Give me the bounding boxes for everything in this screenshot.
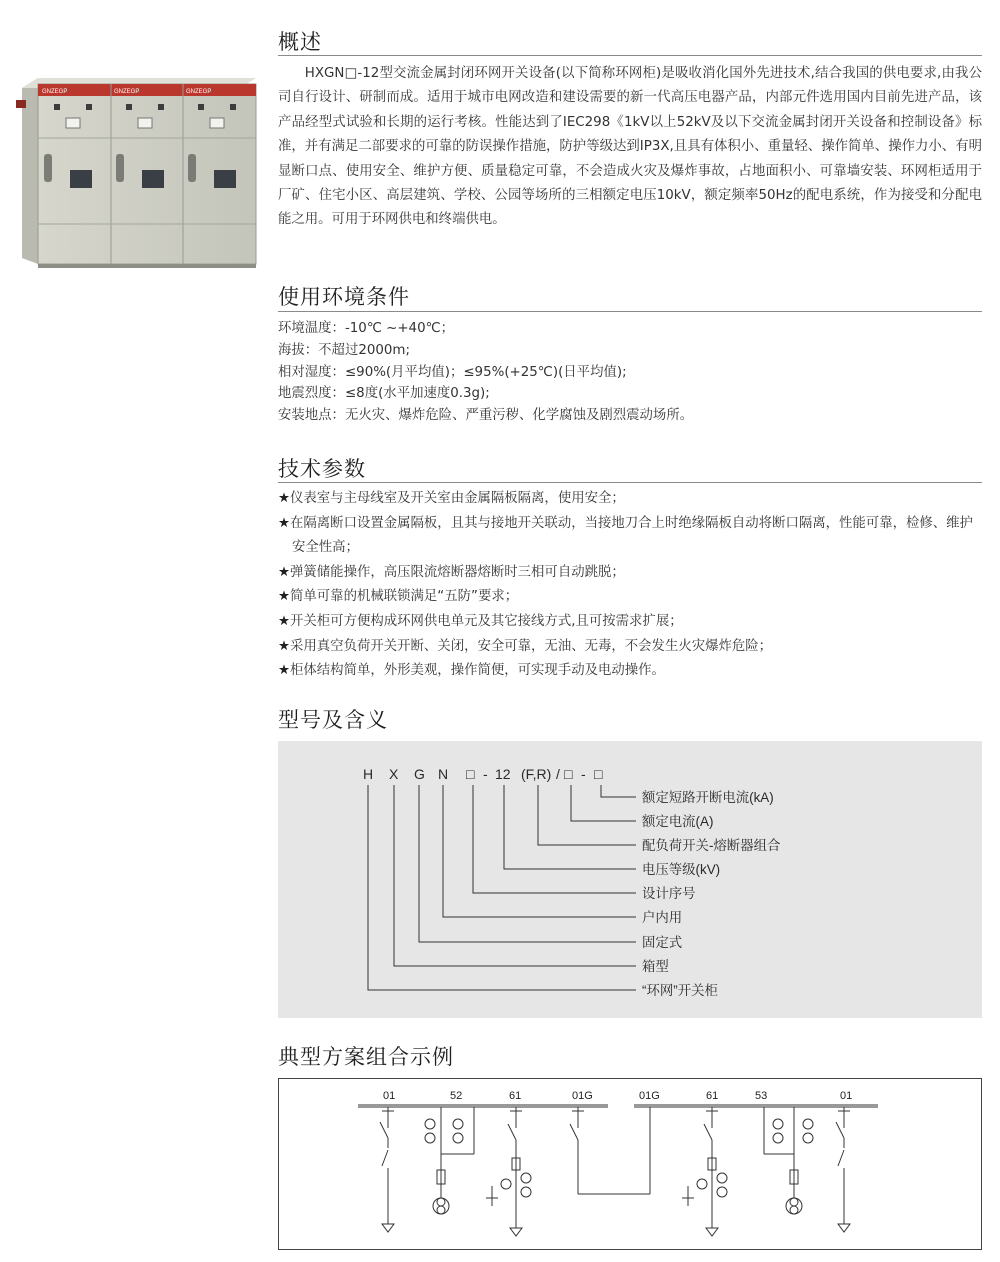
env-humidity: 相对湿度：≤90%(月平均值)；≤95%(+25℃)(日平均值); (278, 364, 627, 380)
star-icon: ★ (278, 564, 291, 580)
model-char-n: N (438, 766, 449, 782)
section-title-overview: 概述 (278, 30, 322, 54)
technical-list (278, 487, 982, 684)
tech-item-text: 弹簧储能操作，高压限流熔断器熔断时三相可自动跳脱； (290, 564, 625, 580)
divider-overview (278, 55, 982, 56)
model-meaning-design-number: 设计序号 (642, 886, 696, 901)
scheme-label-52: 52 (450, 1090, 463, 1102)
model-leader-lines (368, 785, 636, 990)
star-icon: ★ (278, 638, 291, 654)
star-icon: ★ (278, 613, 291, 629)
model-char-h: H (363, 766, 374, 782)
cabinet-label-2: GNZEGP (114, 89, 140, 95)
model-char-voltage: 12 (495, 766, 511, 782)
tech-item-text: 柜体结构简单，外形美观，操作简便，可实现手动及电动操作。 (290, 663, 665, 679)
environment-list (278, 318, 982, 427)
model-meaning-rated-current: 额定电流(A) (642, 814, 714, 829)
model-meaning-breaking-current: 额定短路开断电流(kA) (642, 790, 774, 805)
tech-item (278, 561, 982, 586)
scheme-label-53: 53 (755, 1090, 768, 1102)
tech-item (278, 512, 982, 561)
model-meaning-indoor: 户内用 (642, 910, 683, 925)
cabinet-label-3: GNZEGP (186, 89, 212, 95)
model-designation-diagram (278, 741, 982, 1018)
star-icon: ★ (278, 515, 291, 531)
scheme-label-61-b: 61 (706, 1090, 719, 1102)
scheme-label-01-b: 01 (840, 1090, 853, 1102)
model-char-x: X (389, 766, 399, 782)
scheme-label-01g-b: 01G (639, 1090, 660, 1102)
tech-item-text: 在隔离断口设置金属隔板，且其与接地开关联动，当接地刀合上时绝缘隔板自动将断口隔离，性能可靠，检修、维护安全性高； (290, 515, 973, 556)
model-char-box-2: □ (564, 766, 573, 782)
section-title-model: 型号及含义 (278, 708, 388, 732)
model-char-dash-1: - (483, 766, 488, 782)
star-icon: ★ (278, 491, 291, 506)
tech-item-text: 仪表室与主母线室及开关室由金属隔板隔离，使用安全； (290, 491, 625, 506)
divider-technical (278, 482, 982, 483)
tech-item (278, 585, 982, 610)
env-seismic: 地震烈度：≤8度(水平加速度0.3g); (278, 386, 490, 402)
section-title-environment: 使用环境条件 (278, 285, 410, 309)
typical-scheme-diagram (278, 1078, 982, 1250)
divider-environment (278, 311, 982, 312)
scheme-label-01-a: 01 (383, 1090, 396, 1102)
scheme-label-01g-a: 01G (572, 1090, 593, 1102)
model-char-fr: (F,R) (521, 766, 552, 782)
model-meaning-fuse-combination: 配负荷开关-熔断器组合 (642, 838, 781, 853)
model-meaning-fixed: 固定式 (642, 935, 683, 950)
overview-text: HXGN□-12型交流金属封闭环网开关设备(以下简称环网柜)是吸收消化国外先进技术,结合我国的供电要求,由我公司自行设计、研制而成。适用于城市电网改造和建设需要的新一代高压电器产品，内部元件选用国内目前先进产品，该产品经型式试验和长期的运行考核。性能达到了IEC298《1kV以上52kV及以下交流金属封闭开关设备和控制设备》标准，并有满足二部要求的可靠的防误操作措施，防护等级达到IP3X,且具有体积小、重量轻、操作简单、操作力小、有明显断口点、使用安全、维护方便、质量稳定可靠，不会造成火灾及爆炸事故，占地面积小、可靠墙安装、环网柜适用于厂矿、住宅小区、高层建筑、学校、公园等场所的三相额定电压10kV，额定频率50Hz的配电系统，作为接受和分配电能之用。可用于环网供电和终端供电。 (278, 66, 982, 228)
model-char-box-3: □ (594, 766, 603, 782)
star-icon: ★ (278, 589, 291, 605)
tech-item (278, 487, 982, 512)
model-char-g: G (414, 766, 425, 782)
tech-item (278, 659, 982, 684)
model-char-slash: / (556, 766, 560, 782)
tech-item (278, 610, 982, 635)
env-altitude: 海拔：不超过2000m; (278, 342, 410, 358)
env-temperature: 环境温度：-10℃ ~+40℃； (278, 321, 455, 336)
tech-item (278, 635, 982, 660)
scheme-label-61-a: 61 (509, 1090, 522, 1102)
tech-item-text: 采用真空负荷开关开断、关闭，安全可靠，无油、无毒，不会发生火灾爆炸危险； (290, 638, 773, 654)
model-char-dash-2: - (581, 766, 586, 782)
overview-paragraph (278, 62, 982, 233)
model-meaning-box-type: 箱型 (642, 959, 669, 974)
star-icon: ★ (278, 663, 291, 679)
model-meaning-ring-main: “环网”开关柜 (642, 983, 718, 998)
model-meaning-voltage: 电压等级(kV) (642, 862, 721, 877)
section-title-scheme: 典型方案组合示例 (278, 1045, 454, 1069)
tech-item-text: 简单可靠的机械联锁满足“五防”要求； (290, 589, 519, 605)
model-designation-box (278, 741, 982, 1018)
tech-item-text: 开关柜可方便构成环网供电单元及其它接线方式,且可按需求扩展； (290, 613, 683, 629)
env-location: 安装地点：无火灾、爆炸危险、严重污秽、化学腐蚀及剧烈震动场所。 (278, 408, 694, 424)
section-title-technical: 技术参数 (278, 457, 366, 481)
cabinet-label-1: GNZEGP (42, 89, 68, 95)
model-char-box-1: □ (466, 766, 475, 782)
switchgear-cabinet-photo (16, 74, 260, 270)
